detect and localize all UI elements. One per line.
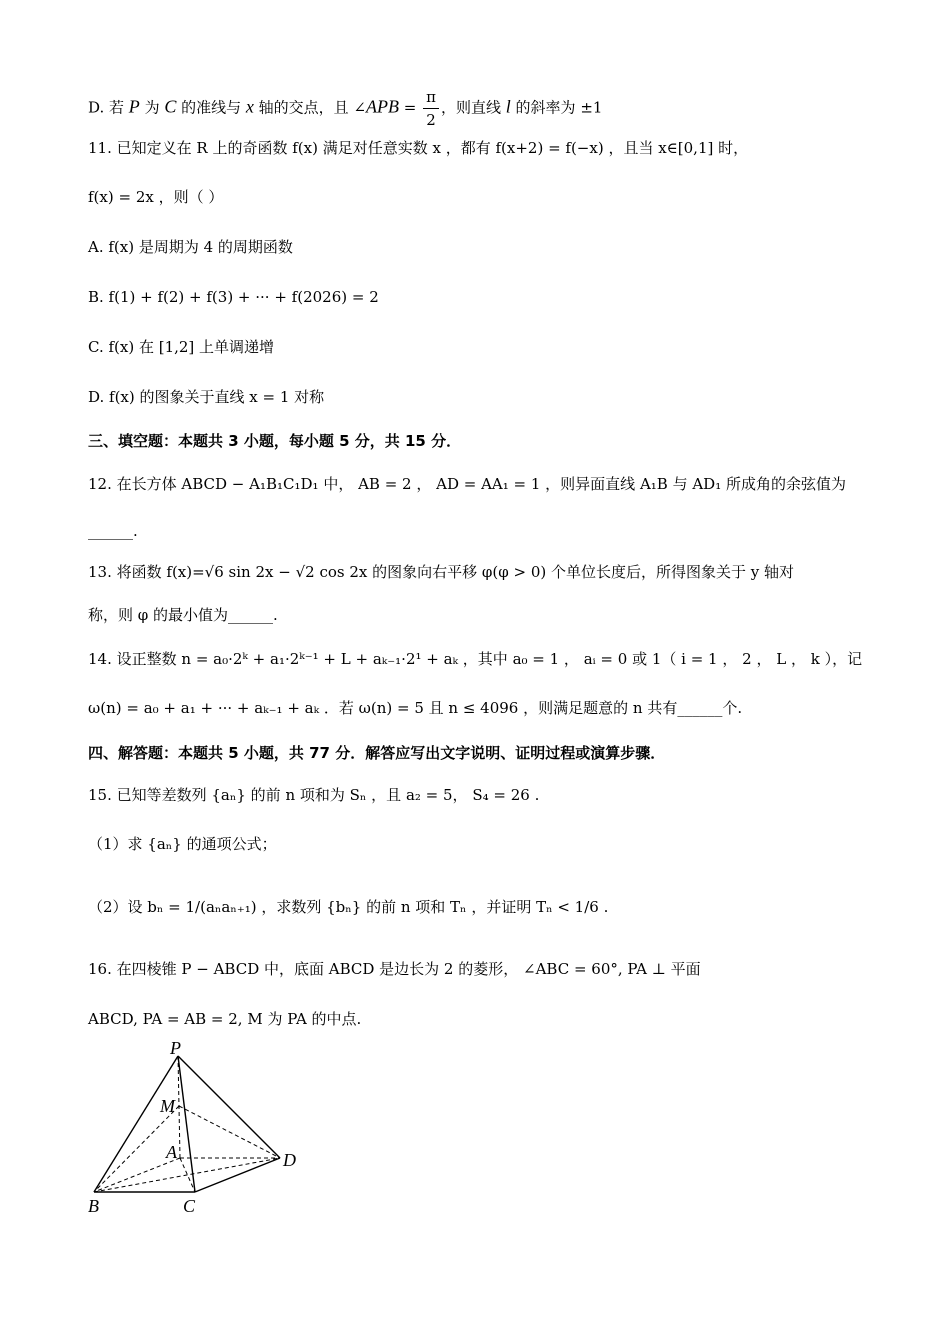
question-10-option-d: D. 若 P 为 C 的准线与 x 轴的交点，且 ∠APB = $\frac{\pi}{2}$ ，则直线 l 的斜率为 ±1 (88, 88, 603, 129)
label-A: A (166, 1142, 177, 1162)
question-11-option-b: B. f(1) + f(2) + f(3) + ··· + f(2026) = 2 (88, 288, 379, 306)
question-11-option-a: A. f(x) 是周期为 4 的周期函数 (88, 238, 293, 256)
question-12-stem: 12. 在长方体 ABCD − A₁B₁C₁D₁ 中， AB = 2 ， AD = AA₁ = 1 ，则异面直线 A₁B 与 AD₁ 所成角的余弦值为 (88, 475, 846, 493)
question-16-stem-cont: ABCD, PA = AB = 2, M 为 PA 的中点. (88, 1010, 362, 1028)
label-C: C (183, 1196, 196, 1216)
edge-AB (94, 1158, 180, 1192)
label-P: P (170, 1040, 181, 1058)
question-14-stem: 14. 设正整数 n = a₀·2ᵏ + a₁·2ᵏ⁻¹ + L + aₖ₋₁·2¹ + aₖ ，其中 a₀ = 1 ， aᵢ = 0 或 1（ i = 1 ， 2 ， L ， k ），记 (88, 650, 863, 668)
question-11-option-d: D. f(x) 的图象关于直线 x = 1 对称 (88, 388, 325, 406)
question-13-stem: 13. 将函数 f(x)=√6 sin 2x − √2 cos 2x 的图象向右平移 φ(φ > 0) 个单位长度后，所得图象关于 y 轴对 (88, 563, 795, 581)
edge-CD (195, 1158, 280, 1192)
edge-PD (178, 1056, 280, 1158)
question-14-stem-cont: ω(n) = a₀ + a₁ + ··· + aₖ₋₁ + aₖ ．若 ω(n) = 5 且 n ≤ 4096 ，则满足题意的 n 共有______个. (88, 699, 743, 717)
edge-MD (179, 1106, 280, 1158)
section-3-heading: 三、填空题：本题共 3 小题，每小题 5 分，共 15 分． (88, 432, 462, 450)
label-D: D (283, 1150, 296, 1170)
question-15-part-1: （1）求 {aₙ} 的通项公式； (88, 835, 277, 853)
question-13-stem-cont: 称，则 φ 的最小值为______. (88, 606, 278, 624)
question-11-stem-cont: f(x) = 2x ，则（ ） (88, 188, 224, 206)
label-M: M (160, 1096, 175, 1116)
question-12-blank: ______. (88, 522, 138, 540)
question-11-option-c: C. f(x) 在 [1,2] 上单调递增 (88, 338, 275, 356)
question-16-stem: 16. 在四棱锥 P − ABCD 中，底面 ABCD 是边长为 2 的菱形， ∠ABC = 60°, PA ⊥ 平面 (88, 960, 701, 978)
label-B: B (88, 1196, 99, 1216)
question-15-part-2: （2）设 bₙ = 1/(aₙaₙ₊₁) ，求数列 {bₙ} 的前 n 项和 Tₙ ，并证明 Tₙ < 1/6 . (88, 898, 609, 916)
question-15-stem: 15. 已知等差数列 {aₙ} 的前 n 项和为 Sₙ ，且 a₂ = 5， S₄ = 26 . (88, 786, 540, 804)
section-4-heading: 四、解答题：本题共 5 小题，共 77 分．解答应写出文字说明、证明过程或演算步骤． (88, 744, 666, 762)
question-11-stem: 11. 已知定义在 R 上的奇函数 f(x) 满足对任意实数 x ，都有 f(x+2) = f(−x) ，且当 x∈[0,1] 时， (88, 139, 749, 157)
edge-PB (94, 1056, 178, 1192)
pyramid-figure (80, 1040, 320, 1220)
